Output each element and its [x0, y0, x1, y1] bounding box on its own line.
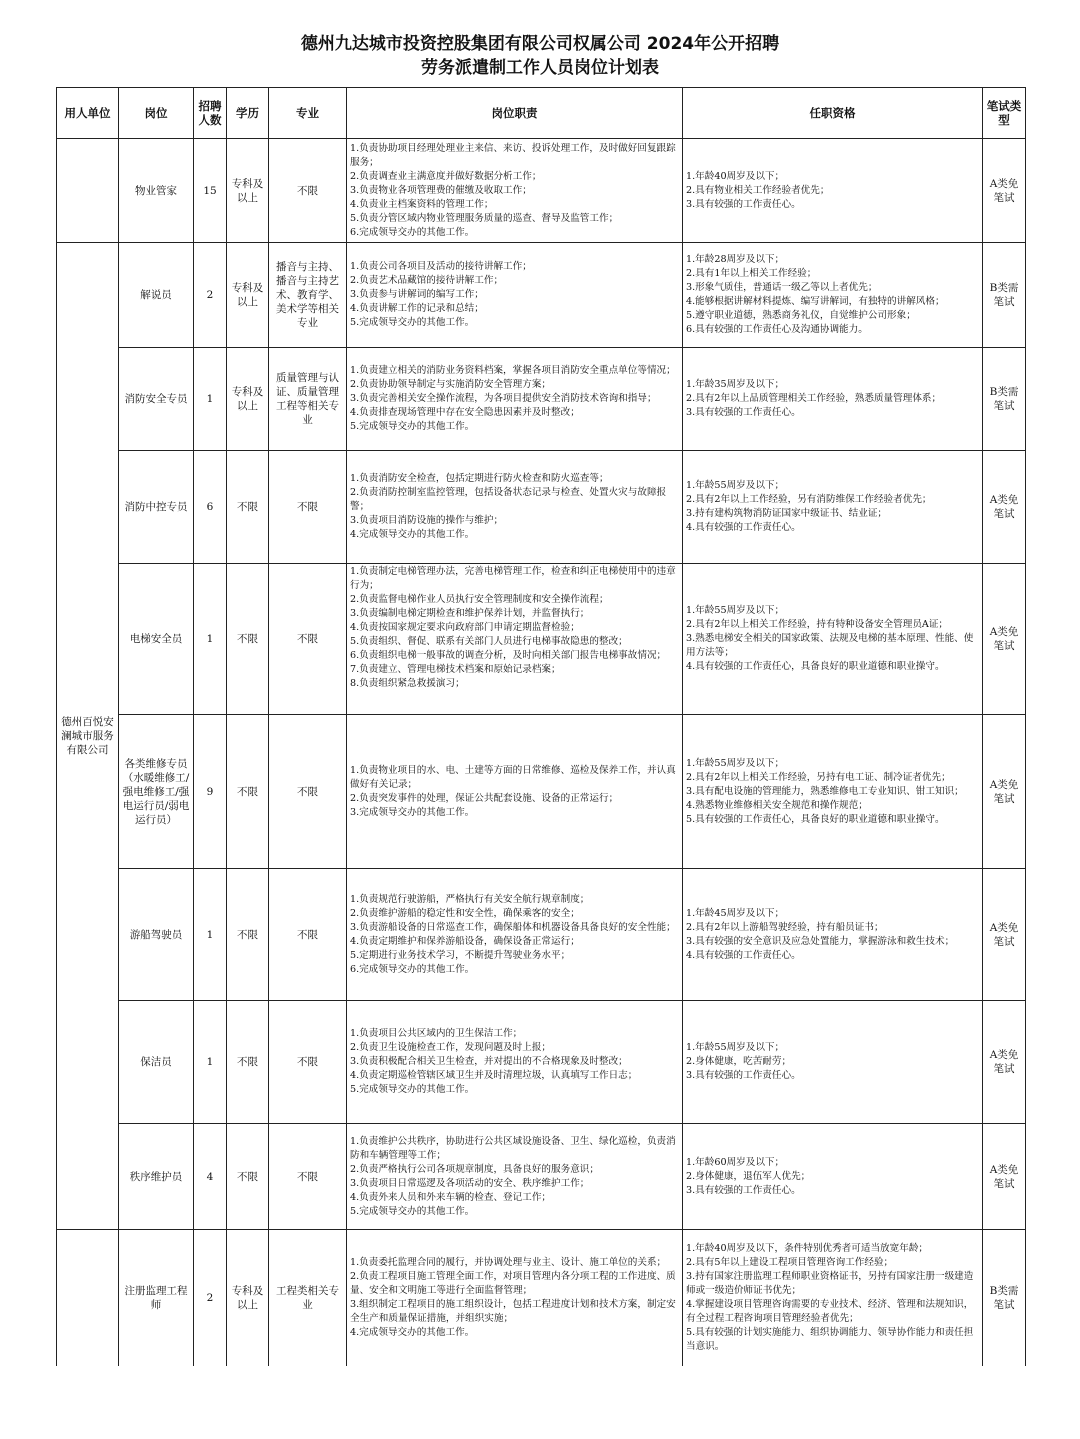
qual-item: 1.年龄55周岁及以下；: [686, 757, 785, 769]
exam-cell: A类免笔试: [983, 1001, 1026, 1124]
qual-item: 1.年龄40周岁及以下，条件特别优秀者可适当放宽年龄；: [686, 1242, 929, 1254]
duty-item: 4.负责业主档案资料的管理工作；: [350, 198, 494, 210]
post-cell: 各类维修专员（水暖维修工/强电维修工/强电运行员/弱电运行员）: [119, 715, 194, 869]
duty-item: 5.完成领导交办的其他工作。: [350, 421, 475, 432]
header-unit: 用人单位: [57, 88, 119, 139]
edu-cell: 不限: [227, 715, 269, 869]
duty-item: 4.负责外来人员和外来车辆的检查、登记工作；: [350, 1191, 552, 1203]
duty-item: 1.负责物业项目的水、电、土建等方面的日常维修、巡检及保养工作，并认真做好有关记录；: [350, 764, 676, 790]
duty-item: 3.负责游船设备的日常巡查工作，确保船体和机器设备具备良好的安全性能；: [350, 921, 676, 933]
qual-cell: [683, 451, 983, 564]
header-post: 岗位: [119, 88, 194, 139]
major-cell: 不限: [269, 715, 347, 869]
duty-item: 8.负责组织紧急救援演习；: [350, 678, 465, 689]
duty-cell: [347, 1124, 683, 1230]
duty-item: 2.负责工程项目施工管理全面工作，对项目管理内各分项工程的工作进度、质量、安全和文明施工等进行全面监督管理；: [350, 1270, 676, 1296]
duty-item: 6.完成领导交办的其他工作。: [350, 226, 475, 238]
qual-cell: [683, 715, 983, 869]
duty-item: 3.负责完善相关安全操作流程，为各项目提供安全消防技术咨询和指导；: [350, 393, 657, 404]
duty-item: 3.组织制定工程项目的施工组织设计，包括工程进度计划和技术方案，制定安全生产和质量保证措施，并组织实施；: [350, 1298, 676, 1324]
duty-item: 4.负责定期巡检管辖区域卫生并及时清理垃圾，认真填写工作日志；: [350, 1070, 638, 1081]
qual-item: 5.遵守职业道德，熟悉商务礼仪，自觉维护公司形象；: [686, 310, 916, 321]
duty-item: 1.负责项目公共区域内的卫生保洁工作；: [350, 1028, 523, 1039]
qual-item: 4.具有较强的工作责任心。: [686, 949, 801, 961]
header-edu: 学历: [227, 88, 269, 139]
duty-cell: [347, 1001, 683, 1124]
duty-cell: [347, 139, 683, 243]
exam-cell: B类需笔试: [983, 1230, 1026, 1366]
count-cell: 9: [194, 715, 227, 869]
table-row: [57, 451, 1026, 564]
qual-item: 2.身体健康，退伍军人优先；: [686, 1170, 811, 1182]
qual-cell: [683, 243, 983, 348]
qual-item: 1.年龄35周岁及以下；: [686, 379, 785, 390]
duty-item: 7.负责建立、管理电梯技术档案和原始记录档案；: [350, 664, 561, 675]
duty-cell: [347, 243, 683, 348]
qual-item: 1.年龄28周岁及以下；: [686, 254, 785, 265]
duty-item: 5.定期进行业务技术学习，不断提升驾驶业务水平；: [350, 949, 571, 961]
duty-item: 2.负责调查业主满意度并做好数据分析工作；: [350, 170, 542, 182]
duty-item: 5.完成领导交办的其他工作。: [350, 317, 475, 328]
exam-cell: B类需笔试: [983, 243, 1026, 348]
duty-item: 2.负责严格执行公司各项规章制度，具备良好的服务意识；: [350, 1163, 599, 1175]
qual-item: 2.具有2年以上游船驾驶经验，持有船员证书；: [686, 921, 884, 933]
position-plan-table: [56, 87, 1026, 1366]
qual-item: 5.具有较强的计划实施能力、组织协调能力、领导协作能力和责任担当意识。: [686, 1326, 974, 1352]
qual-item: 4.能够根据讲解材料提炼、编写讲解词，有独特的讲解风格；: [686, 296, 945, 307]
edu-cell: 不限: [227, 869, 269, 1001]
duty-item: 1.负责规范行驶游船，严格执行有关安全航行规章制度；: [350, 893, 590, 905]
count-cell: 2: [194, 1230, 227, 1366]
duty-item: 3.负责项目日常巡逻及各项活动的安全、秩序维护工作；: [350, 1177, 590, 1189]
qual-cell: [683, 139, 983, 243]
major-cell: 工程类相关专业: [269, 1230, 347, 1366]
qual-item: 1.年龄60周岁及以下；: [686, 1156, 785, 1168]
exam-cell: A类免笔试: [983, 451, 1026, 564]
post-cell: 消防中控专员: [119, 451, 194, 564]
duty-item: 3.负责积极配合相关卫生检查，并对提出的不合格现象及时整改；: [350, 1056, 628, 1067]
edu-cell: 专科及以上: [227, 243, 269, 348]
qual-item: 1.年龄55周岁及以下；: [686, 1042, 785, 1053]
page-title: [0, 32, 1080, 80]
table-row: [57, 1230, 1026, 1366]
qual-item: 1.年龄55周岁及以下；: [686, 605, 785, 616]
unit-cell-blank: [57, 1230, 119, 1366]
major-cell: 不限: [269, 1001, 347, 1124]
duty-item: 1.负责建立相关的消防业务资料档案，掌握各项目消防安全重点单位等情况；: [350, 365, 676, 376]
major-cell: 不限: [269, 1124, 347, 1230]
qual-item: 1.年龄55周岁及以下；: [686, 480, 785, 491]
major-cell: 不限: [269, 869, 347, 1001]
duty-item: 6.完成领导交办的其他工作。: [350, 963, 475, 975]
qual-item: 1.年龄40周岁及以下；: [686, 170, 785, 182]
duty-item: 4.负责讲解工作的记录和总结；: [350, 303, 484, 314]
qual-item: 2.具有2年以上相关工作经验，另持有电工证、制冷证者优先；: [686, 771, 951, 783]
qual-cell: [683, 564, 983, 715]
table-row: [57, 243, 1026, 348]
post-cell: 解说员: [119, 243, 194, 348]
duty-item: 4.负责按国家规定要求向政府部门申请定期监督检验；: [350, 622, 580, 633]
post-cell: 秩序维护员: [119, 1124, 194, 1230]
qual-cell: [683, 348, 983, 451]
table-row: [57, 139, 1026, 243]
qual-cell: [683, 1230, 983, 1366]
qual-cell: [683, 1124, 983, 1230]
duty-item: 5.负责组织、督促、联系有关部门人员进行电梯事故隐患的整改；: [350, 636, 628, 647]
edu-cell: 不限: [227, 1001, 269, 1124]
count-cell: 1: [194, 564, 227, 715]
exam-cell: A类免笔试: [983, 715, 1026, 869]
count-cell: 1: [194, 869, 227, 1001]
qual-cell: [683, 869, 983, 1001]
header-qual: 任职资格: [683, 88, 983, 139]
count-cell: 2: [194, 243, 227, 348]
qual-item: 5.具有较强的工作责任心，具备良好的职业道德和职业操守。: [686, 813, 945, 825]
duty-item: 4.负责排查现场管理中存在安全隐患因素并及时整改；: [350, 407, 580, 418]
duty-cell: [347, 869, 683, 1001]
major-cell: 播音与主持、播音与主持艺术、教育学、美术学等相关专业: [269, 243, 347, 348]
header-exam: 笔试类型: [983, 88, 1026, 139]
edu-cell: 不限: [227, 564, 269, 715]
duty-cell: [347, 715, 683, 869]
qual-item: 4.掌握建设项目管理咨询需要的专业技术、经济、管理和法规知识，有全过程工程咨询项目管理经验者优先；: [686, 1298, 974, 1324]
duty-item: 4.完成领导交办的其他工作。: [350, 529, 475, 540]
qual-item: 2.具有5年以上建设工程项目管理咨询工作经验；: [686, 1256, 894, 1268]
duty-item: 2.负责维护游船的稳定性和安全性，确保乘客的安全；: [350, 907, 580, 919]
edu-cell: 不限: [227, 1124, 269, 1230]
qual-item: 3.具有较强的工作责任心。: [686, 1184, 801, 1196]
duty-item: 6.负责组织电梯一般事故的调查分析，及时向相关部门报告电梯事故情况；: [350, 650, 667, 661]
qual-item: 2.具有2年以上工作经验，另有消防维保工作经验者优先；: [686, 494, 932, 505]
duty-cell: [347, 1230, 683, 1366]
qual-item: 3.具有较强的工作责任心。: [686, 198, 801, 210]
duty-item: 1.负责维护公共秩序，协助进行公共区域设施设备、卫生、绿化巡检，负责消防和车辆管理等工作；: [350, 1135, 676, 1161]
qual-item: 3.具有较强的工作责任心。: [686, 1070, 801, 1081]
unit-cell: 德州百悦安澜城市服务有限公司: [57, 243, 119, 1230]
exam-cell: A类免笔试: [983, 139, 1026, 243]
duty-cell: [347, 451, 683, 564]
duty-item: 2.负责卫生设施检查工作，发现问题及时上报；: [350, 1042, 552, 1053]
qual-item: 3.形象气质佳，普通话一级乙等以上者优先；: [686, 282, 878, 293]
qual-item: 3.具有较强的工作责任心。: [686, 407, 801, 418]
exam-cell: A类免笔试: [983, 564, 1026, 715]
post-cell: 物业管家: [119, 139, 194, 243]
duty-item: 1.负责制定电梯管理办法，完善电梯管理工作，检查和纠正电梯使用中的违章行为；: [350, 566, 676, 591]
duty-item: 5.完成领导交办的其他工作。: [350, 1205, 475, 1217]
table-row: [57, 348, 1026, 451]
duty-item: 4.完成领导交办的其他工作。: [350, 1326, 475, 1338]
edu-cell: 不限: [227, 451, 269, 564]
qual-item: 2.具有2年以上品质管理相关工作经验，熟悉质量管理体系；: [686, 393, 942, 404]
header-duty: 岗位职责: [347, 88, 683, 139]
post-cell: 消防安全专员: [119, 348, 194, 451]
post-cell: 保洁员: [119, 1001, 194, 1124]
count-cell: 4: [194, 1124, 227, 1230]
exam-cell: B类需笔试: [983, 348, 1026, 451]
duty-item: 2.负责艺术品藏馆的接待讲解工作；: [350, 275, 504, 286]
title-line-2: 劳务派遣制工作人员岗位计划表: [421, 58, 659, 78]
qual-item: 3.持有建构筑物消防证国家中级证书、结业证；: [686, 508, 888, 519]
qual-item: 2.具有2年以上相关工作经验，持有特种设备安全管理员A证；: [686, 619, 949, 630]
header-count: 招聘人数: [194, 88, 227, 139]
table-row: [57, 1001, 1026, 1124]
exam-cell: A类免笔试: [983, 869, 1026, 1001]
unit-cell-blank: [57, 139, 119, 243]
duty-item: 3.负责物业各项管理费的催缴及收取工作；: [350, 184, 532, 196]
major-cell: 不限: [269, 451, 347, 564]
qual-item: 3.熟悉电梯安全相关的国家政策、法规及电梯的基本原理、性能、使用方法等；: [686, 633, 974, 658]
post-cell: 注册监理工程师: [119, 1230, 194, 1366]
qual-item: 6.具有较强的工作责任心及沟通协调能力。: [686, 324, 868, 335]
qual-item: 3.具有较强的安全意识及应急处置能力，掌握游泳和救生技术；: [686, 935, 955, 947]
qual-item: 3.具有配电设施的管理能力，熟悉维修电工专业知识、钳工知识；: [686, 785, 964, 797]
qual-item: 2.具有1年以上相关工作经验；: [686, 268, 817, 279]
edu-cell: 专科及以上: [227, 348, 269, 451]
duty-item: 2.负责突发事件的处理，保证公共配套设施、设备的正常运行；: [350, 792, 619, 804]
table-body: [57, 139, 1026, 1366]
table-row: [57, 564, 1026, 715]
count-cell: 1: [194, 1001, 227, 1124]
duty-item: 1.负责公司各项目及活动的接待讲解工作；: [350, 261, 532, 272]
major-cell: 质量管理与认证、质量管理工程等相关专业: [269, 348, 347, 451]
duty-item: 3.负责参与讲解词的编写工作；: [350, 289, 484, 300]
duty-item: 4.负责定期维护和保养游船设备，确保设备正常运行；: [350, 935, 580, 947]
count-cell: 1: [194, 348, 227, 451]
duty-item: 2.负责消防控制室监控管理，包括设备状态记录与检查、处置火灾与故障报警；: [350, 487, 667, 512]
duty-cell: [347, 348, 683, 451]
duty-item: 5.负责分管区域内物业管理服务质量的巡查、督导及监管工作；: [350, 212, 619, 224]
duty-item: 1.负责消防安全检查，包括定期进行防火检查和防火巡查等；: [350, 473, 609, 484]
qual-item: 2.具有物业相关工作经验者优先；: [686, 184, 830, 196]
duty-item: 3.完成领导交办的其他工作。: [350, 806, 475, 818]
duty-item: 2.负责监督电梯作业人员执行安全管理制度和安全操作流程；: [350, 594, 609, 605]
qual-item: 4.具有较强的工作责任心。: [686, 522, 801, 533]
duty-item: 3.负责编制电梯定期检查和维护保养计划，并监督执行；: [350, 608, 590, 619]
qual-item: 3.持有国家注册监理工程师职业资格证书，另持有国家注册一级建造师或一级造价师证书优先；: [686, 1270, 974, 1296]
table-row: [57, 715, 1026, 869]
duty-cell: [347, 564, 683, 715]
edu-cell: 专科及以上: [227, 1230, 269, 1366]
duty-item: 5.完成领导交办的其他工作。: [350, 1084, 475, 1095]
duty-item: 1.负责委托监理合同的履行，并协调处理与业主、设计、施工单位的关系；: [350, 1256, 667, 1268]
post-cell: 游船驾驶员: [119, 869, 194, 1001]
duty-item: 2.负责协助领导制定与实施消防安全管理方案；: [350, 379, 552, 390]
qual-item: 2.身体健康，吃苦耐劳；: [686, 1056, 792, 1067]
title-line-1: 德州九达城市投资控股集团有限公司权属公司 2024年公开招聘: [300, 34, 780, 54]
qual-item: 4.熟悉物业维修相关安全规范和操作规范；: [686, 799, 868, 811]
duty-item: 3.负责项目消防设施的操作与维护；: [350, 515, 504, 526]
major-cell: 不限: [269, 564, 347, 715]
qual-item: 4.具有较强的工作责任心，具备良好的职业道德和职业操守。: [686, 661, 945, 672]
qual-item: 1.年龄45周岁及以下；: [686, 907, 785, 919]
major-cell: 不限: [269, 139, 347, 243]
table-header-row: [57, 88, 1026, 139]
count-cell: 6: [194, 451, 227, 564]
exam-cell: A类免笔试: [983, 1124, 1026, 1230]
table-row: [57, 869, 1026, 1001]
table-row: [57, 1124, 1026, 1230]
edu-cell: 专科及以上: [227, 139, 269, 243]
qual-cell: [683, 1001, 983, 1124]
duty-item: 1.负责协助项目经理处理业主来信、来访、投诉处理工作，及时做好回复跟踪服务；: [350, 142, 676, 168]
count-cell: 15: [194, 139, 227, 243]
post-cell: 电梯安全员: [119, 564, 194, 715]
header-major: 专业: [269, 88, 347, 139]
